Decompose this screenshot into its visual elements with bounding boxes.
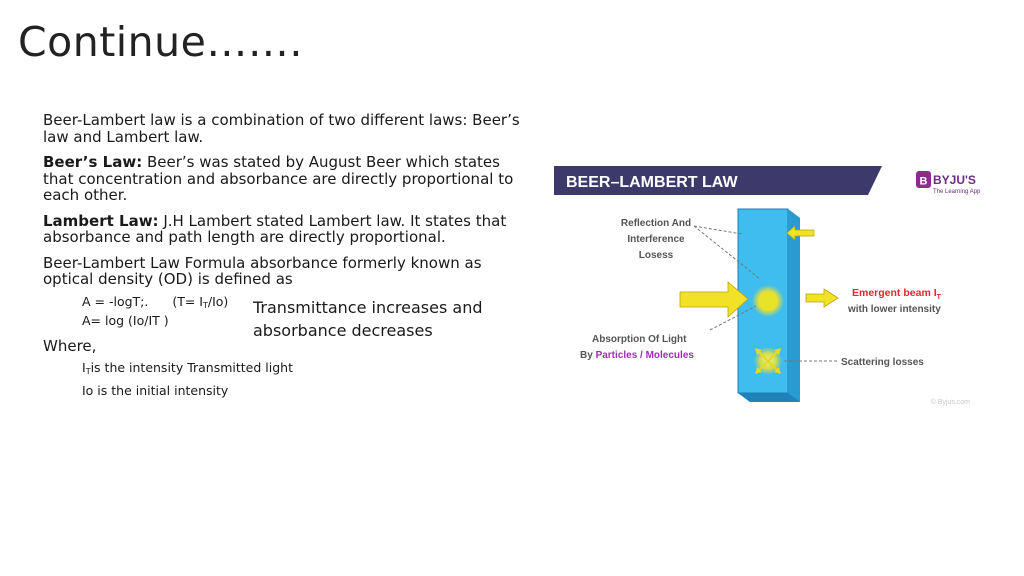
scattering-label: Scattering losses <box>841 357 924 368</box>
beers-law-paragraph <box>43 154 523 204</box>
banner-title: BEER–LAMBERT LAW <box>566 174 738 191</box>
formula-absorbance: A = -logT;. <box>82 294 149 309</box>
definitions <box>82 358 293 400</box>
emergent-label-2: with lower intensity <box>848 304 941 315</box>
formula-line-2: A= log (Io/IT ) <box>82 313 169 328</box>
slide-body <box>43 112 523 297</box>
definition-it <box>82 358 293 381</box>
svg-text:B: B <box>919 175 928 188</box>
byjus-logo <box>916 171 981 195</box>
formula-transmittance <box>172 294 228 309</box>
formula-t-sub: T <box>203 301 208 310</box>
reflection-label-3: Losess <box>638 250 674 261</box>
intro-paragraph: Beer-Lambert law is a combination of two different laws: Beer’s law and Lambert law. <box>43 111 520 146</box>
logo-text: BYJU'S <box>933 173 976 187</box>
absorption-label-1: Absorption Of Light <box>592 334 687 345</box>
lambert-law-label: Lambert Law: <box>43 211 159 230</box>
reflection-label-2: Interference <box>627 234 685 245</box>
scattering-particle <box>754 347 782 375</box>
where-label: Where, <box>43 337 97 355</box>
formula-intro: Beer-Lambert Law Formula absorbance formerly known as optical density (OD) is defined as <box>43 253 482 288</box>
logo-subtext: The Learning App <box>933 189 981 195</box>
beers-law-text: Beer’s was stated by August Beer which states that concentration and absorbance are directly proportional to each other. <box>43 153 514 204</box>
beer-lambert-diagram <box>552 164 984 414</box>
beers-law-label: Beer’s Law: <box>43 153 143 171</box>
diagram-svg <box>552 164 984 414</box>
def-it-pre: I <box>82 360 86 375</box>
lambert-law-paragraph <box>43 213 523 246</box>
formula-t-pre: (T= I <box>172 294 203 309</box>
def-it-post: is the intensity Transmitted light <box>90 360 293 375</box>
def-it-sub: T <box>85 367 91 376</box>
formula-line-1 <box>82 294 228 314</box>
emergent-beam-arrow <box>806 289 838 307</box>
transmittance-note: Transmittance increases and absorbance decreases <box>253 298 483 340</box>
absorption-label-2: By Particles / Molecules <box>580 350 694 361</box>
slide-title: Continue……. <box>18 18 303 66</box>
reflection-label-1: Reflection And <box>620 218 692 229</box>
definition-io: Io is the initial intensity <box>82 383 229 398</box>
formula-t-post: /Io) <box>207 294 229 309</box>
watermark: © Byjus.com <box>930 399 970 406</box>
emergent-label: Emergent beam $I_T$ <box>852 287 941 301</box>
lambert-law-text: J.H Lambert stated Lambert law. It states that absorbance and path length are directly proportional. <box>43 211 507 246</box>
